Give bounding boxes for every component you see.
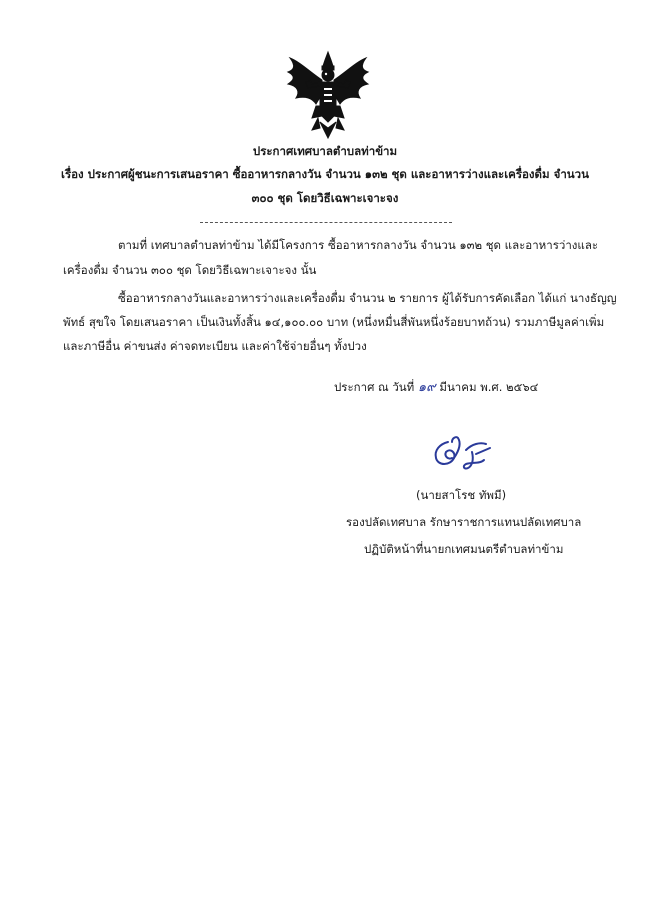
announce-day: ๑๙	[417, 380, 436, 395]
paragraph-2-line-3: และภาษีอื่น ค่าขนส่ง ค่าจดทะเบียน และค่าใช้จ่ายอื่นๆ ทั้งปวง	[63, 339, 367, 353]
signer-name: (นายสาโรช ทัพมี)	[416, 488, 507, 502]
subject-line-2: ๓๐๐ ชุด โดยวิธีเฉพาะเจาะจง	[251, 191, 399, 205]
divider-line	[200, 222, 452, 223]
paragraph-2-line-2: พัทธ์ สุขใจ โดยเสนอราคา เป็นเงินทั้งสิ้น ๑๔,๑๐๐.๐๐ บาท (หนึ่งหมื่นสี่พันหนึ่งร้อยบาทถ้วน) รวมภาษีมูลค่าเพิ่ม	[63, 315, 605, 329]
document-header: ประกาศเทศบาลตำบลท่าข้าม	[252, 144, 398, 158]
paragraph-1-line-1: ตามที่ เทศบาลตำบลท่าข้าม ได้มีโครงการ ซื้ออาหารกลางวัน จำนวน ๑๓๒ ชุด และอาหารว่างและ	[118, 238, 599, 252]
subject-line-1: เรื่อง ประกาศผู้ชนะการเสนอราคา ซื้ออาหารกลางวัน จำนวน ๑๓๒ ชุด และอาหารว่างและเครื่องดื่ม จำนวน	[61, 167, 589, 181]
announce-prefix: ประกาศ ณ วันที่	[334, 380, 415, 394]
paragraph-2-line-1: ซื้ออาหารกลางวันและอาหารว่างและเครื่องดื่ม จำนวน ๒ รายการ ผู้ได้รับการคัดเลือก ได้แก่ นางธัญญ	[118, 291, 617, 305]
garuda-emblem-icon	[282, 48, 374, 140]
signer-position-1: รองปลัดเทศบาล รักษาราชการแทนปลัดเทศบาล	[346, 515, 582, 529]
announce-suffix: มีนาคม พ.ศ. ๒๕๖๔	[439, 380, 539, 394]
handwritten-signature-icon	[428, 432, 510, 474]
paragraph-1-line-2: เครื่องดื่ม จำนวน ๓๐๐ ชุด โดยวิธีเฉพาะเจาะจง นั้น	[63, 263, 317, 277]
announcement-date	[334, 379, 538, 396]
signer-position-2: ปฏิบัติหน้าที่นายกเทศมนตรีตำบลท่าข้าม	[364, 542, 564, 556]
